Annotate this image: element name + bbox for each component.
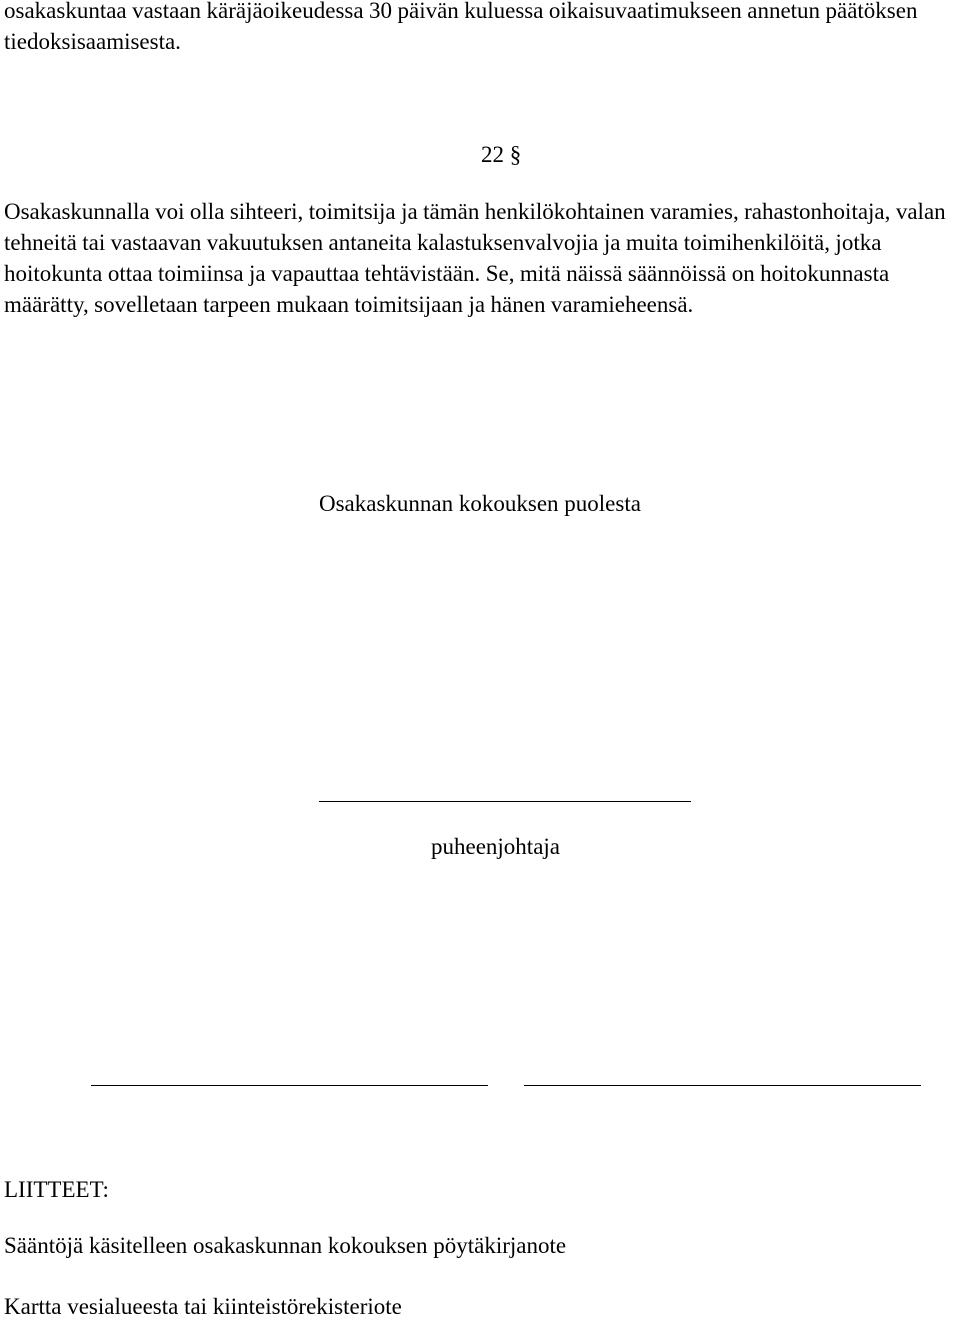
chair-signature-line (319, 801, 691, 802)
signature-line-left (91, 1085, 488, 1086)
intro-paragraph: osakaskuntaa vastaan käräjäoikeudessa 30 päivän kuluessa oikaisuvaatimukseen annetun päätöksen tiedoksisaamisesta. (4, 0, 918, 54)
appendix-item-map: Kartta vesialueesta tai kiinteistörekisteriote (4, 1294, 402, 1319)
section-22-paragraph: Osakaskunnalla voi olla sihteeri, toimitsija ja tämän henkilökohtainen varamies, rahastonhoitaja, valan tehneitä tai vastaavan vakuutuksen antaneita kalastuksenvalvojia ja muita toimihenkilöitä, jotka hoitokunta ottaa toimiinsa ja vapauttaa tehtävistään. Se, mitä näissä säännöissä on hoitokunnasta määrätty, sovelletaan tarpeen mukaan toimitsijaan ja hänen varamieheensä. (4, 199, 946, 317)
appendix-item-minutes: Sääntöjä käsitelleen osakaskunnan kokouksen pöytäkirjanote (4, 1233, 567, 1258)
appendices-title: LIITTEET: (4, 1177, 109, 1202)
chair-label: puheenjohtaja (431, 834, 561, 859)
section-number: 22 § (481, 142, 522, 167)
signature-line-right (524, 1085, 921, 1086)
signing-heading: Osakaskunnan kokouksen puolesta (319, 491, 641, 516)
